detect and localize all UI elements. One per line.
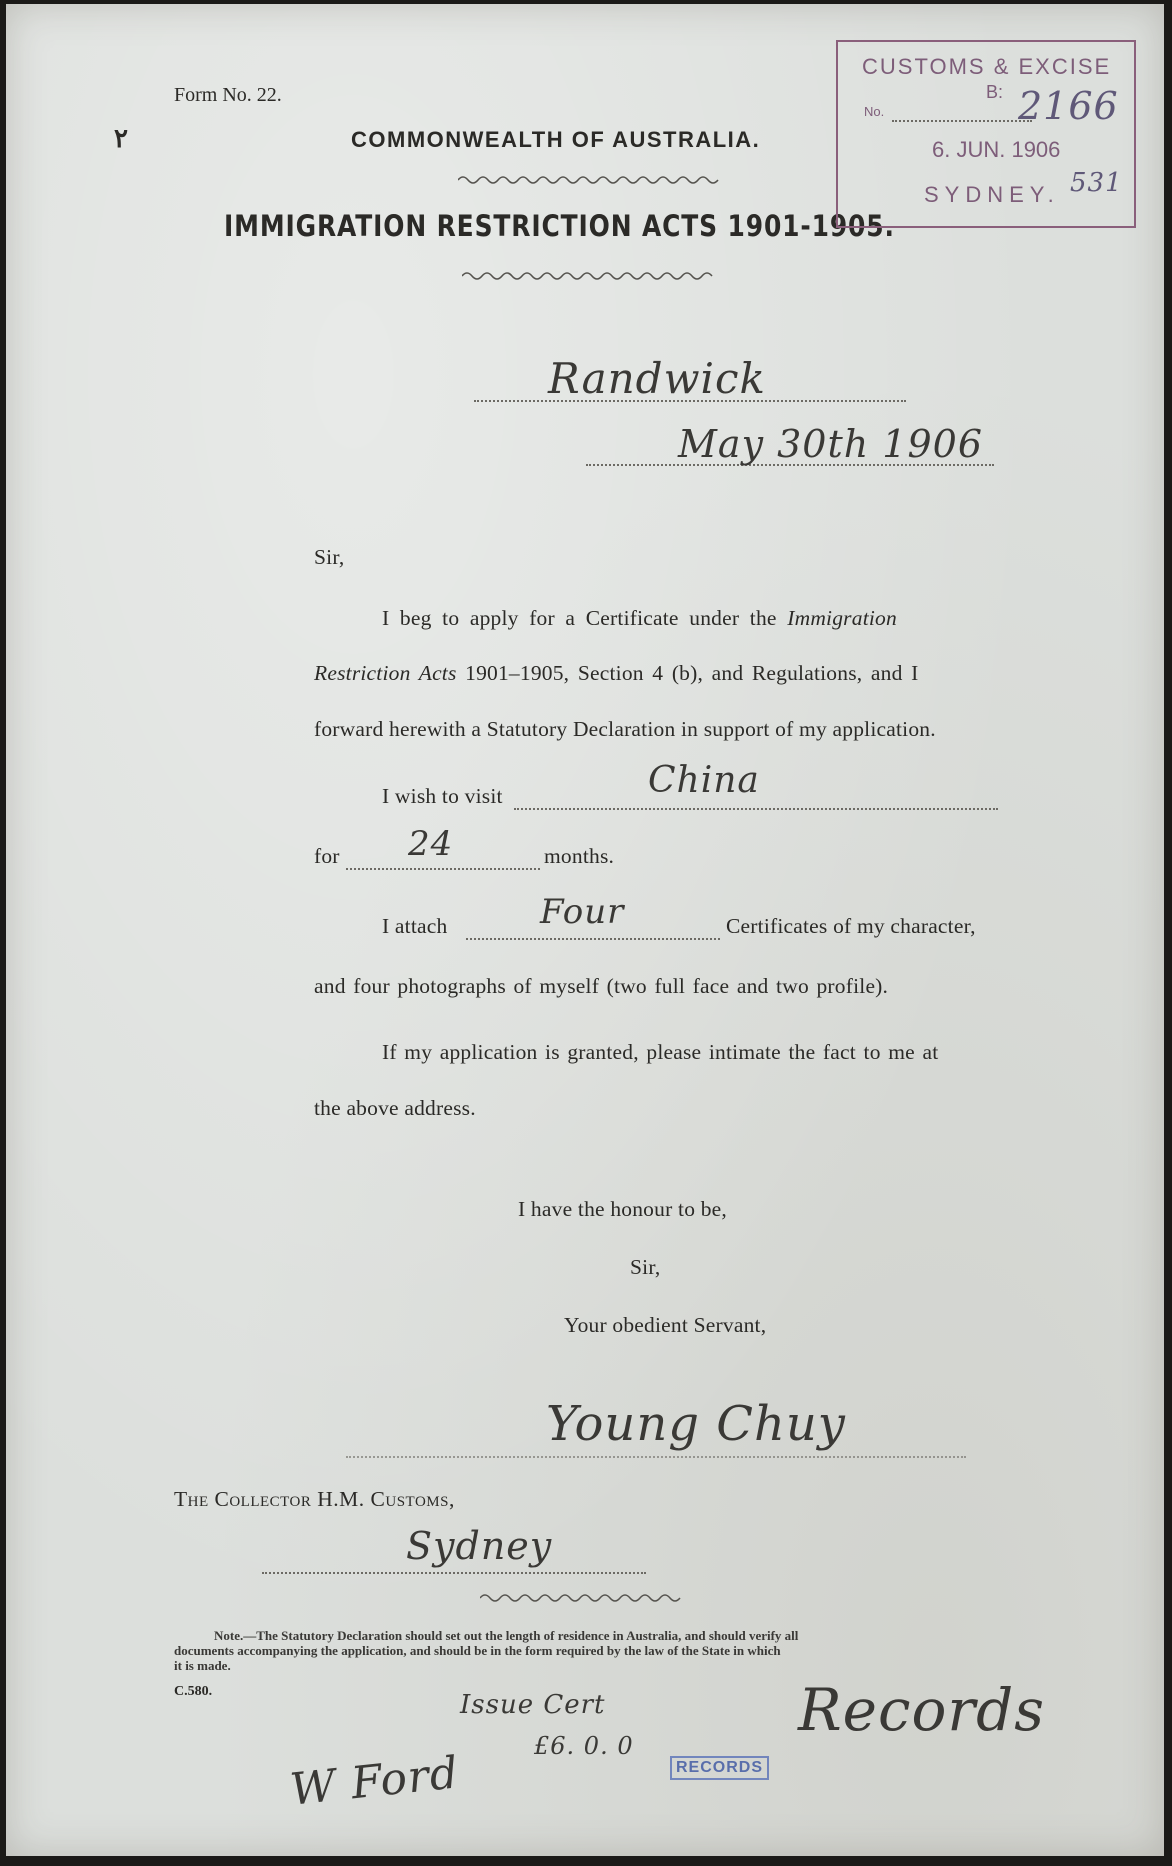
ornament-rule-bottom bbox=[462, 270, 718, 282]
certificates-label: Certificates of my character, bbox=[726, 914, 976, 938]
stamp-customs-excise: CUSTOMS & EXCISE bbox=[862, 54, 1112, 79]
handwritten-place: Randwick bbox=[548, 354, 766, 403]
commonwealth-heading: COMMONWEALTH OF AUSTRALIA. bbox=[351, 127, 761, 152]
para1-text-a: I beg to apply for a Certificate under the bbox=[382, 606, 788, 630]
handwritten-addressee-city: Sydney bbox=[406, 1524, 553, 1568]
form-number: Form No. 22. bbox=[174, 84, 282, 106]
paragraph-3-line-2: the above address. bbox=[314, 1096, 476, 1120]
ornament-rule-top bbox=[458, 174, 723, 186]
form-code: C.580. bbox=[174, 1684, 213, 1699]
note-line-1: Note.—The Statutory Declaration should set out the length of residence in Australia, and should verify all bbox=[214, 1628, 799, 1643]
customs-received-stamp bbox=[836, 40, 1136, 228]
para1-text-b: 1901–1905, Section 4 (b), and Regulations, and I bbox=[456, 661, 919, 685]
attach-label: I attach bbox=[382, 914, 448, 938]
handwritten-signature: Young Chuy bbox=[546, 1396, 846, 1452]
closing-sir: Sir, bbox=[630, 1255, 661, 1279]
attach-line bbox=[466, 938, 720, 940]
visit-line bbox=[514, 808, 998, 810]
closing-servant: Your obedient Servant, bbox=[564, 1313, 767, 1337]
closing-honour: I have the honour to be, bbox=[518, 1197, 727, 1221]
stamp-b-label: B: bbox=[986, 82, 1004, 102]
stamp-no-line bbox=[892, 120, 1032, 122]
months-label: months. bbox=[544, 844, 615, 868]
photographs-line: and four photographs of myself (two full face and two profile). bbox=[314, 974, 889, 998]
records-stamp: RECORDS bbox=[670, 1756, 769, 1780]
note-line-2: documents accompanying the application, and should be in the form required by the law of the State in which bbox=[174, 1643, 781, 1658]
visit-label: I wish to visit bbox=[382, 784, 503, 808]
handwritten-destination: China bbox=[648, 760, 760, 801]
stamp-handwritten-folio: 531 bbox=[1070, 168, 1123, 198]
paragraph-3-line-1: If my application is granted, please intimate the fact to me at bbox=[382, 1040, 939, 1064]
handwritten-date: May 30th 1906 bbox=[678, 422, 983, 466]
stamp-city: SYDNEY. bbox=[924, 182, 1060, 207]
handwritten-fee: £6. 0. 0 bbox=[534, 1732, 634, 1760]
handwritten-months: 24 bbox=[408, 824, 454, 864]
document-title: IMMIGRATION RESTRICTION ACTS 1901-1905. bbox=[224, 209, 895, 243]
months-line bbox=[346, 868, 540, 870]
addressee-line: The Collector H.M. Customs, bbox=[174, 1487, 455, 1511]
handwritten-clerk-initials: W Ford bbox=[287, 1747, 462, 1816]
stamp-no-label: No. bbox=[864, 104, 885, 119]
para1-italic-immigration: Immigration bbox=[787, 606, 897, 630]
stamp-handwritten-number: 2166 bbox=[1018, 84, 1119, 128]
stamp-date: 6. JUN. 1906 bbox=[932, 137, 1061, 162]
ornament-rule-note bbox=[480, 1592, 690, 1604]
paragraph-1-line-3: forward herewith a Statutory Declaration in support of my application. bbox=[314, 717, 936, 741]
document-page bbox=[6, 4, 1164, 1856]
para1-italic-restriction: Restriction Acts bbox=[314, 661, 457, 685]
note-line-3: it is made. bbox=[174, 1658, 231, 1673]
addressee-city-line bbox=[262, 1572, 646, 1574]
salutation: Sir, bbox=[314, 545, 345, 569]
handwritten-issue-note: Issue Cert bbox=[460, 1690, 606, 1720]
handwritten-certificate-count: Four bbox=[540, 892, 625, 932]
for-label: for bbox=[314, 844, 340, 868]
handwritten-records: Records bbox=[798, 1676, 1046, 1744]
paragraph-1-line-1 bbox=[382, 606, 1002, 631]
paragraph-1-line-2 bbox=[314, 661, 919, 686]
margin-mark: ٢ bbox=[114, 124, 128, 153]
statutory-note bbox=[174, 1628, 1014, 1673]
signature-line bbox=[346, 1456, 966, 1458]
